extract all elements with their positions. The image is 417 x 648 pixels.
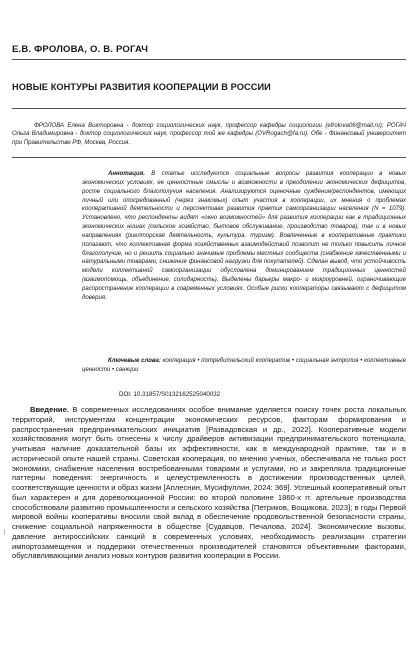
keywords xyxy=(82,357,406,375)
running-header-authors: Е.В. ФРОЛОВА, О. В. РОГАЧ xyxy=(12,44,149,55)
article-title: НОВЫЕ КОНТУРЫ РАЗВИТИЯ КООПЕРАЦИИ В РОССИИ xyxy=(12,82,271,92)
abstract-label: Аннотация. xyxy=(108,171,145,177)
body-introduction xyxy=(12,405,406,561)
keywords-text: кооперация • потребительский кооператив • социальная энтропия • коллективные ценности • санкции xyxy=(82,358,406,373)
affiliation-rule xyxy=(12,157,406,158)
doi: DOI: 10.31857/S0132162525040032 xyxy=(119,391,221,398)
title-rule xyxy=(12,108,406,109)
keywords-label: Ключевые слова: xyxy=(108,358,161,364)
introduction-text: В современных исследованиях особое внимание уделяется поиску точек роста локальных территорий, инструментам концентрации экономических ресурсов, факторам формирования и распространения предпринимательских инициатив [Развадовская и др., 2022]. Кооперативные модели хозяйствования могут быть отнесены к числу драйверов активизации предпринимательского потенциала, учитывая наличие доказательной базы их эффективности, как в международной практике, так и в исторической опыте нашей страны. Советская кооперация, по мнению ученых, обеспечивала не только рост экономики, снабжение населения востребованными товарами и услугами, но и закрепляла традиционные паттерны поведения: энергичность и целеустремленность в достижении производственных целей, соответствующие ценности и образ жизни [Аплеснин, Мусифуллин, 2024: 369]. Успешный кооперативный опыт был характерен и для дореволюционной России: во второй половине 1860-х гг. артельные производства способствовали развитию промышленности и сельского хозяйства [Петриков, Вощикова, 2023]; в годы Первой мировой войны кооперативы вносили свой вклад в обеспечение продовольственной безопасности страны, снижение социальной напряженности в обществе [Судавцов, Печалова, 2024]. Экономические вызовы, давление антироссийских санкций в современных условиях, необходимость реализации стратегии импортозамещения и поддержки отечественных производителей становятся объективными факторами, обуславливающими анализ новых контуров развития кооперации в России. xyxy=(12,405,406,561)
author-affiliation: ФРОЛОВА Елена Викторовна - доктор социологических наук, профессор кафедры социологии (efrolova06@mail.ru); РОГАЧ Ольга Владимировна - доктор социологических наук, профессор той же кафедры (OVRogach@fa.ru). Обе - Финансовый университет при Правительстве РФ, Москва, Россия. xyxy=(12,123,406,146)
abstract-text: В статье исследуются социальные вопросы развития кооперации в новых экономических условиях, ее ценностные смыслы и возможности в преодолении экономических дефицитов, росте социального благополучия населения. Анализируются оценочные суждения/респондентов, имеющих личный или опосредованный (через знакомых) опыт участия в кооперации, их мнения о проблемах кооперативной деятельности и перспективах развития практик самоорганизации населения (N = 1079). Установлено, что респонденты видят «окно возможностей» для развития кооперации как в традиционных экономических нишах (сельское хозяйство, бытовое обслуживание, производство товаров), так и в новых направлениях (риелторская деятельность, культура, туризм). Вовлеченные в кооперативные практики полагают, что коллективная форма хозяйственных взаимодействий позволит не только повысить личное благополучие, но и решить социально значимые проблемы местных сообществ (снабжение качественными и натуральными товарами, снижение финансовой нагрузки для покупателей). Сделан вывод, что устойчивость модели коллективной самоорганизации обусловлена доминированием традиционных ценностей (взаимопомощь, объединение, солидарность). Выделены барьеры макро- и микроуровней, ограничивающие распространение кооперации в современных условиях. Особые риски кооператоры связывают с дефицитом доверия. xyxy=(82,171,406,301)
abstract xyxy=(82,170,406,303)
header-rule xyxy=(12,59,406,60)
margin-mark: ⁝ xyxy=(3,528,6,537)
introduction-heading: Введение. xyxy=(30,405,69,414)
